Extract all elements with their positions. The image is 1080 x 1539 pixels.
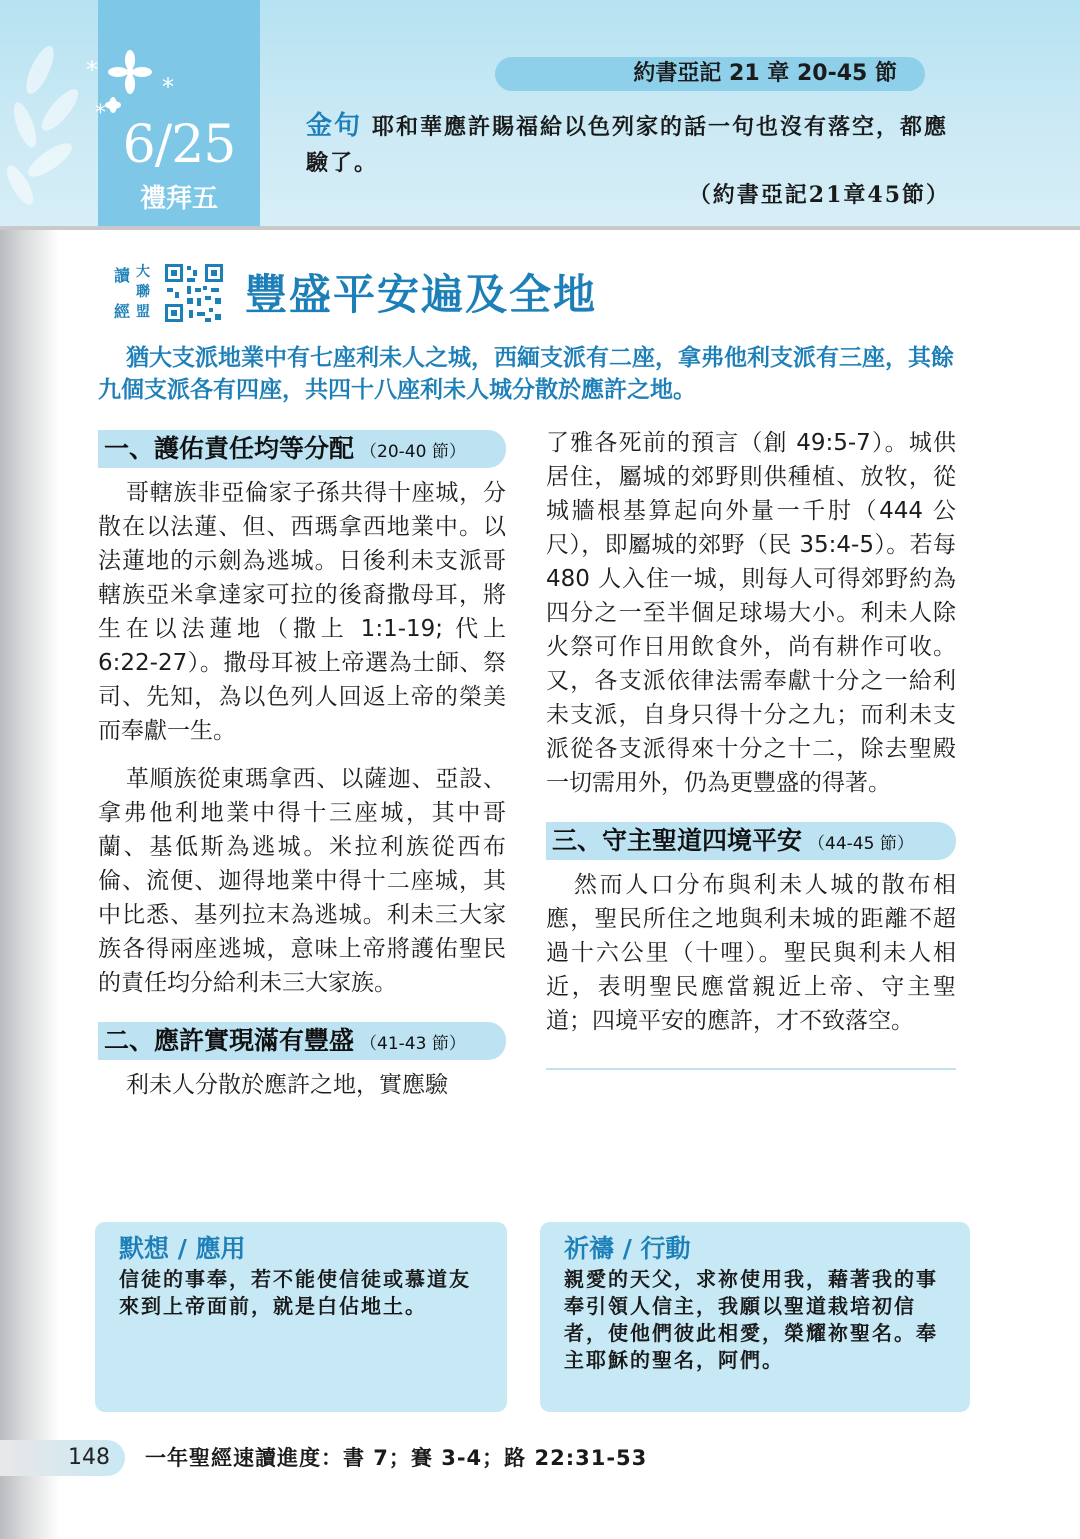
section-2-title: 二、應許實現滿有豐盛 xyxy=(104,1026,355,1055)
svg-text:*: * xyxy=(162,73,174,101)
section-3-verses: （44-45 節） xyxy=(808,834,914,854)
right-column xyxy=(546,430,956,1070)
page-binding-shadow xyxy=(0,0,60,1539)
meditate-title: 默想 / 應用 xyxy=(119,1234,246,1263)
meditate-text: 信徒的事奉，若不能使信徒或慕道友來到上帝面前，就是白佔地土。 xyxy=(119,1267,471,1318)
section-1-title: 一、護佑責任均等分配 xyxy=(104,434,355,463)
reading-reference: 約書亞記 21 章 20-45 節 xyxy=(495,57,925,91)
qr-label-char: 聯 xyxy=(136,284,150,300)
divider xyxy=(546,1068,956,1070)
weekday: 禮拜五 xyxy=(139,184,218,214)
prayer-text: 親愛的天父，求祢使用我，藉著我的事奉引領人信主，我願以聖道栽培初信者，使他們彼此相愛，榮耀祢聖名。奉主耶穌的聖名，阿們。 xyxy=(564,1267,938,1372)
prayer-title: 祈禱 / 行動 xyxy=(564,1234,691,1263)
qr-label-char: 大 xyxy=(136,264,150,280)
qr-code-icon[interactable] xyxy=(163,262,225,324)
section-2-paragraph-start: 利未人分散於應許之地，實應驗 xyxy=(126,1072,448,1098)
reading-progress: 一年聖經速讀進度：書 7；賽 3-4；路 22:31-53 xyxy=(145,1446,648,1470)
section-1-verses: （20-40 節） xyxy=(360,442,466,462)
qr-label xyxy=(112,262,160,322)
section-heading-3 xyxy=(546,822,956,860)
left-column xyxy=(98,430,506,1116)
page-title: 豐盛平安遍及全地 xyxy=(245,270,598,319)
section-heading-1 xyxy=(98,430,506,468)
qr-label-char: 經 xyxy=(114,302,131,321)
section-2-paragraph-continued: 了雅各死前的預言（創 49:5-7）。城供居住，屬城的郊野則供種植、放牧，從城牆根基算起向外量一千肘（444 公尺），即屬城的郊野（民 35:4-5）。若每 480 人入住一城，則每人可得郊野約為四分之一至半個足球場大小。利未人除火祭可作日用飲食外，尚有耕作可收。又，各支派依律法需奉獻十分之一給利未支派，自身只得十分之九；而利未支派從各支派得來十分之十二，除去聖殿一切需用外，仍為更豐盛的得著。 xyxy=(546,430,956,796)
section-2-verses: （41-43 節） xyxy=(360,1034,466,1054)
date: 6/25 xyxy=(122,115,236,175)
svg-text:*: * xyxy=(95,101,106,126)
section-heading-2 xyxy=(98,1022,506,1060)
section-3-paragraph: 然而人口分布與利未人城的散布相應，聖民所住之地與利未城的距離不超過十六公里（十哩）。聖民與利未人相近，表明聖民應當親近上帝、守主聖道；四境平安的應許，才不致落空。 xyxy=(546,872,956,1034)
golden-verse-citation: （約書亞記21章45節） xyxy=(688,182,950,208)
golden-verse-text: 耶和華應許賜福給以色列家的話一句也沒有落空，都應驗了。 xyxy=(306,114,949,176)
svg-text:*: * xyxy=(86,56,98,84)
qr-label-char: 讀 xyxy=(114,266,131,285)
page-number: 148 xyxy=(68,1445,110,1470)
meditate-box xyxy=(95,1222,507,1412)
qr-label-char: 盟 xyxy=(136,304,150,320)
intro-paragraph: 猶大支派地業中有七座利未人之城，西緬支派有二座，拿弗他利支派有三座，其餘九個支派各有四座，共四十八座利未人城分散於應許之地。 xyxy=(98,345,954,403)
section-3-title: 三、守主聖道四境平安 xyxy=(552,826,803,855)
golden-verse-label: 金句 xyxy=(306,111,363,141)
prayer-box xyxy=(540,1222,970,1412)
golden-verse xyxy=(306,108,956,181)
section-1-paragraph-1: 哥轄族非亞倫家子孫共得十座城，分散在以法蓮、但、西瑪拿西地業中。以法蓮地的示劍為逃城。日後利未支派哥轄族亞米拿達家可拉的後裔撒母耳，將生在以法蓮地（撒上 1:1-19; 代上 6:22-27）。撒母耳被上帝選為士師、祭司、先知，為以色列人回返上帝的榮美而奉獻一生。 xyxy=(98,480,506,744)
section-1-paragraph-2: 革順族從東瑪拿西、以薩迦、亞設、拿弗他利地業中得十三座城，其中哥蘭、基低斯為逃城。米拉利族從西布倫、流便、迦得地業中得十二座城，其中比悉、基列拉末為逃城。利未三大家族各得兩座逃城，意味上帝將護佑聖民的責任均分給利未三大家族。 xyxy=(98,766,506,996)
